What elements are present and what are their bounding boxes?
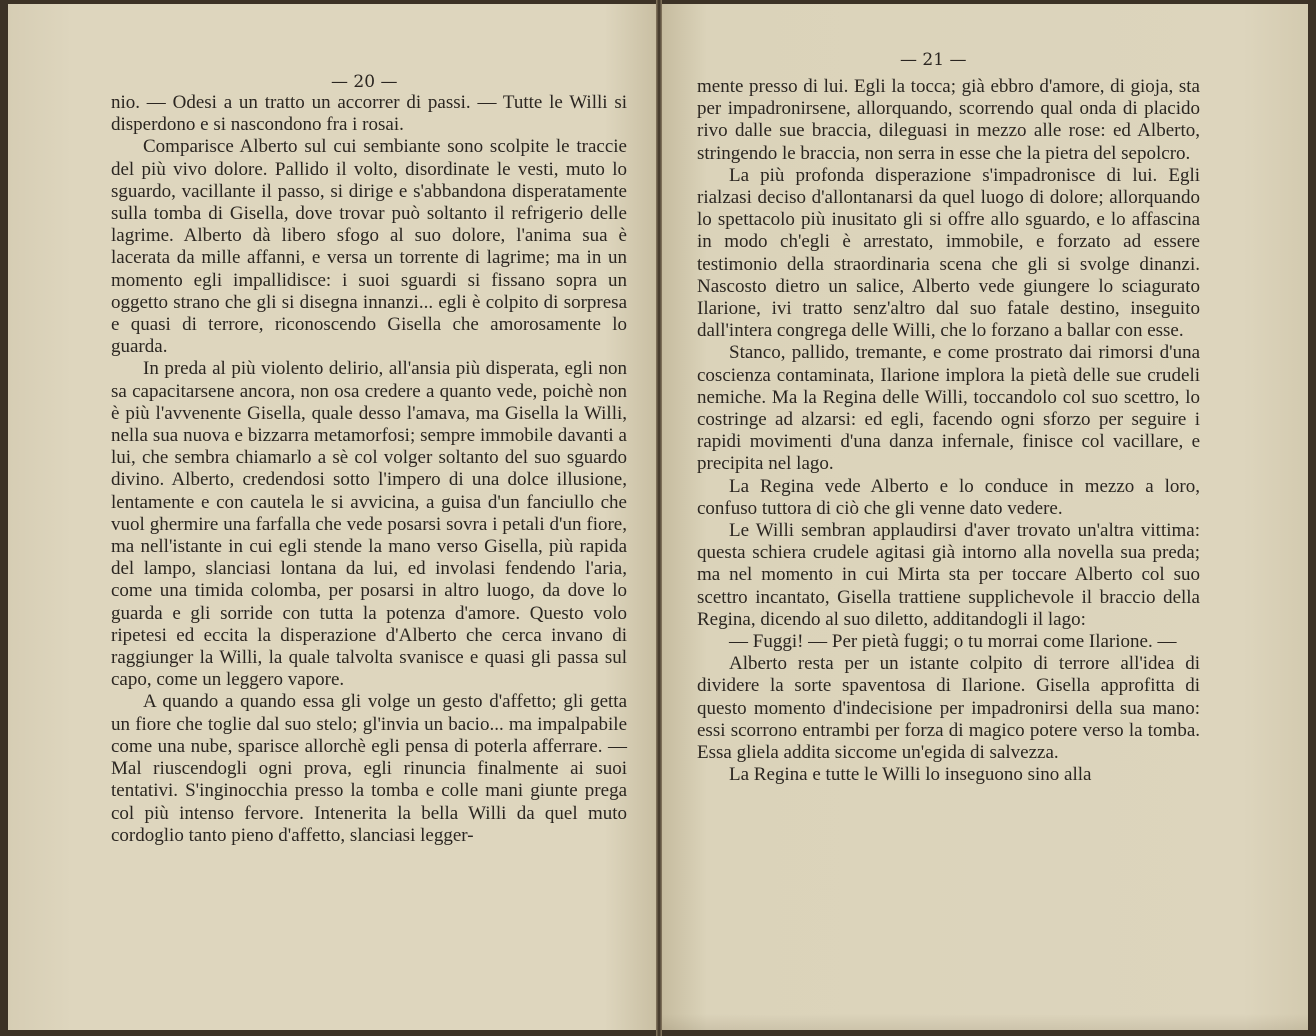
page-number: — 21 —: [900, 50, 967, 70]
paragraph: La Regina vede Alberto e lo conduce in mezzo a loro, confuso tuttora di ciò che gli venne dato vedere.: [697, 475, 1200, 519]
left-page-text: [111, 92, 627, 847]
right-page-text: [697, 76, 1200, 787]
paragraph: Le Willi sembran applaudirsi d'aver trovato un'altra vittima: questa schiera crudele agitasi già intorno alla novella sua preda; ma nel momento in cui Mirta sta per toccare Alberto col suo scettro incantato, Gisella trattiene supplichevole il braccio della Regina, dicendo al suo diletto, additandogli il lago:: [697, 520, 1200, 630]
page-number: — 20 —: [331, 72, 398, 92]
paragraph: nio. — Odesi a un tratto un accorrer di passi. — Tutte le Willi si disperdono e si nascondono fra i rosai.: [111, 92, 627, 136]
left-page: [8, 4, 656, 1030]
paragraph: La più profonda disperazione s'impadronisce di lui. Egli rialzasi deciso d'allontanarsi da quel luogo di dolore; allorquando lo spettacolo più inusitato gli si offre allo sguardo, e lo affascina in modo ch'egli è arrestato, immobile, e forzato ad essere testimonio della straordinaria scena che gli si svolge dinanzi. Nascosto dietro un salice, Alberto vede giungere lo sciagurato Ilarione, ivi tratto senz'altro dal suo fatale destino, inseguito dall'intera congrega delle Willi, che lo forzano a ballar con esse.: [697, 164, 1200, 342]
right-page: [662, 4, 1308, 1030]
paragraph: La Regina e tutte le Willi lo inseguono sino alla: [729, 764, 1092, 786]
paragraph: Comparisce Alberto sul cui sembiante sono scolpite le traccie del più vivo dolore. Pallido il volto, disordinate le vesti, muto lo sguardo, vacillante il passo, si dirige e s'abbandona disperatamente sulla tomba di Gisella, dove trovar può soltanto il refrigerio delle lagrime. Alberto dà libero sfogo al suo dolore, l'anima sua è lacerata da mille affanni, e versa un torrente di lagrime; ma in un momento egli impallidisce: i suoi sguardi si fissano sopra un oggetto strano che gli si disegna innanzi... egli è colpito di sorpresa e quasi di terrore, riconoscendo Gisella che amorosamente lo guarda.: [111, 136, 627, 358]
paragraph: Stanco, pallido, tremante, e come prostrato dai rimorsi d'una coscienza contaminata, Ilarione implora la pietà delle sue crudeli nemiche. Ma la Regina delle Willi, toccandolo col suo scettro, lo costringe ad alzarsi: ed egli, facendo ogni sforzo per seguire i rapidi movimenti d'una danza infernale, finisce col vacillare, e precipita nel lago.: [697, 342, 1200, 475]
paragraph: Alberto resta per un istante colpito di terrore all'idea di dividere la sorte spaventosa di Ilarione. Gisella approfitta di questo momento d'indecisione per impadronirsi della sua mano: essi scorrono entrambi per forza di magico potere verso la tomba. Essa gliela addita siccome un'egida di salvezza.: [697, 653, 1200, 764]
paragraph: — Fuggi! — Per pietà fuggi; o tu morrai come Ilarione. —: [729, 631, 1177, 653]
paragraph: mente presso di lui. Egli la tocca; già ebbro d'amore, di gioja, sta per impadronirsene, allorquando, scorrendo qual onda di placido rivo dalle sue braccia, dileguasi in mezzo alle rose: ed Alberto, stringendo le braccia, non serra in esse che la pietra del sepolcro.: [697, 76, 1200, 164]
paragraph: A quando a quando essa gli volge un gesto d'affetto; gli getta un fiore che toglie dal suo stelo; gl'invia un bacio... ma impalpabile come una nube, sparisce allorchè egli pensa di poterla afferrare. — Mal riuscendogli ogni prova, egli rinuncia finalmente ai suoi tentativi. S'inginocchia presso la tomba e colle mani giunte prega col più intenso fervore. Intenerita la bella Willi da quel muto cordoglio tanto pieno d'affetto, slanciasi legger-: [111, 691, 627, 846]
page-shadow: [662, 1014, 1308, 1030]
paragraph: In preda al più violento delirio, all'ansia più disperata, egli non sa capacitarsene ancora, non osa credere a quanto vede, poichè non è più l'avvenente Gisella, quale desso l'amava, ma Gisella la Willi, nella sua nuova e bizzarra metamorfosi; sempre immobile davanti a lui, che sembra chiamarlo a sè col volger soltanto del suo sguardo divino. Alberto, credendosi sotto l'impero di una dolce illusione, lentamente e con cautela le si avvicina, a guisa d'un fanciullo che vuol ghermire una farfalla che vede posarsi sovra i petali d'un fiore, ma nell'istante in cui egli stende la mano verso Gisella, più rapida del lampo, slanciasi lontana da lui, ed involasi fendendo l'aria, come una timida colomba, per posarsi in altro luogo, da dove lo guarda e gli sorride con tutta la potenza d'amore. Questo volo ripetesi ed eccita la disperazione d'Alberto che cerca invano di raggiunger la Willi, la quale talvolta svanisce e quasi gli passa sul capo, come un leggero vapore.: [111, 358, 627, 691]
